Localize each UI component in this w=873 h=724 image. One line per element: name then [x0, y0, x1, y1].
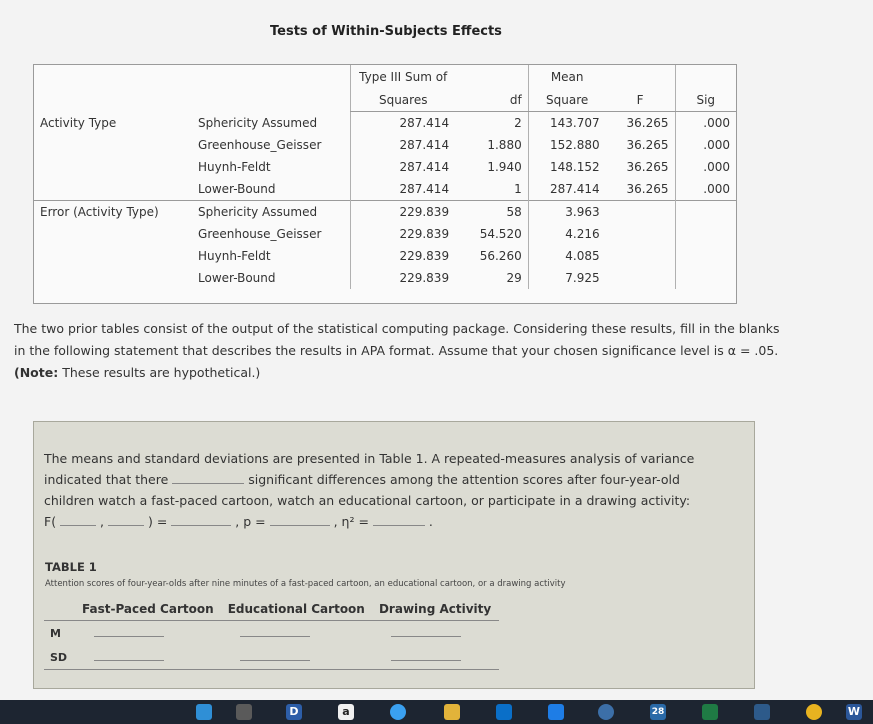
edge-icon[interactable]	[196, 704, 212, 720]
table-row	[34, 112, 736, 135]
camera-icon[interactable]	[598, 704, 614, 720]
instructions-text	[14, 318, 784, 384]
table-row	[34, 201, 736, 224]
df-cell: 58	[455, 201, 528, 224]
f-equals: ) =	[148, 514, 168, 529]
row-label-sd: SD	[44, 645, 76, 670]
eta-value-blank[interactable]	[373, 515, 425, 526]
contact-icon[interactable]	[754, 704, 770, 720]
test-label: Lower-Bound	[198, 271, 276, 285]
table-row	[34, 134, 736, 156]
test-label: Lower-Bound	[198, 182, 276, 196]
ms-cell: 143.707	[528, 112, 605, 135]
eta-label: , η² =	[333, 514, 369, 529]
apa-statement-panel	[33, 421, 755, 689]
col-educational: Educational Cartoon	[222, 600, 373, 621]
sd-drawing-blank[interactable]	[391, 651, 461, 661]
note-label: (Note:	[14, 365, 59, 380]
sig-cell: .000	[675, 156, 736, 178]
period: .	[428, 514, 433, 529]
header-ss-line2: Squares	[351, 88, 455, 112]
folder-icon[interactable]	[444, 704, 460, 720]
chrome-icon[interactable]	[806, 704, 822, 720]
ms-cell: 3.963	[528, 201, 605, 224]
apa-statement	[44, 448, 724, 532]
table-row	[44, 621, 499, 646]
p-label: , p =	[235, 514, 266, 529]
f-cell: 36.265	[626, 182, 669, 196]
ss-cell: 287.414	[351, 156, 455, 178]
f-cell: 36.265	[626, 138, 669, 152]
row-label-m: M	[50, 626, 61, 640]
df-cell: 29	[506, 271, 522, 285]
df-cell: 1.940	[487, 160, 522, 174]
header-ss-line1: Type III Sum of	[351, 65, 455, 88]
ss-cell: 287.414	[351, 112, 455, 135]
there-were-blank[interactable]	[172, 473, 244, 484]
header-ms-line1: Mean	[528, 65, 605, 88]
f-cell: 36.265	[626, 160, 669, 174]
calculator-icon[interactable]	[236, 704, 252, 720]
test-label: Sphericity Assumed	[192, 201, 351, 224]
spss-output-table	[33, 64, 737, 304]
note-text: These results are hypothetical.)	[62, 365, 261, 380]
header-ms-line2: Square	[528, 88, 605, 112]
sd-educational-blank[interactable]	[240, 651, 310, 661]
taskbar	[0, 700, 873, 724]
df-cell: 2	[514, 116, 522, 130]
ss-cell: 229.839	[351, 223, 455, 245]
sd-fast-blank[interactable]	[94, 651, 164, 661]
statement-part2: significant differences among the attention scores after four-year-old children watch a fast-paced cartoon, watch an educational cartoon, or participate in a drawing activity:	[44, 472, 691, 508]
ms-cell: 287.414	[528, 178, 605, 201]
sig-cell: .000	[675, 178, 736, 201]
test-label: Sphericity Assumed	[198, 115, 318, 130]
store-icon[interactable]	[496, 704, 512, 720]
table-row	[34, 178, 736, 201]
ss-cell: 229.839	[351, 201, 455, 224]
comma: ,	[100, 514, 105, 529]
ss-cell: 287.414	[351, 178, 455, 201]
df-cell: 1	[514, 182, 522, 196]
df-cell: 56.260	[479, 249, 522, 263]
table1	[44, 600, 499, 670]
statement-part1: The means and standard deviations are presented in Table 1. A repeated-measures analysis of variance indicated that there	[44, 451, 695, 487]
col-fast-paced: Fast-Paced Cartoon	[76, 600, 222, 621]
df-cell: 54.520	[479, 227, 522, 241]
ss-cell: 229.839	[351, 267, 455, 289]
test-label: Greenhouse_Geisser	[198, 138, 322, 152]
test-label: Huynh-Feldt	[198, 249, 271, 263]
df1-blank[interactable]	[60, 515, 96, 526]
f-value-blank[interactable]	[171, 515, 231, 526]
table-row	[34, 223, 736, 245]
table-row	[44, 645, 499, 670]
excel-icon[interactable]	[702, 704, 718, 720]
header-sig: Sig	[675, 88, 736, 112]
test-label: Greenhouse_Geisser	[198, 227, 322, 241]
dropbox-icon[interactable]	[548, 704, 564, 720]
ms-cell: 4.216	[528, 223, 605, 245]
header-f: F	[606, 88, 675, 112]
test-label: Huynh-Feldt	[198, 160, 271, 174]
m-drawing-blank[interactable]	[391, 627, 461, 637]
ms-cell: 152.880	[528, 134, 605, 156]
globe-icon[interactable]	[390, 704, 406, 720]
ss-cell: 229.839	[351, 245, 455, 267]
table1-caption: Attention scores of four-year-olds after nine minutes of a fast-paced cartoon, an educational cartoon, or a drawing activity	[45, 579, 566, 589]
effect-label: Error (Activity Type)	[34, 201, 192, 224]
df-cell: 1.880	[487, 138, 522, 152]
header-df: df	[455, 88, 528, 112]
table1-corner	[44, 600, 76, 621]
ms-cell: 7.925	[528, 267, 605, 289]
m-educational-blank[interactable]	[240, 627, 310, 637]
df2-blank[interactable]	[108, 515, 144, 526]
instructions-body: The two prior tables consist of the output of the statistical computing package. Considering these results, fill in the blanks in the following statement that describes the results in APA format. Assume that your chosen significance level is α = .05.	[14, 321, 780, 358]
f-prefix: F(	[44, 514, 57, 529]
ss-cell: 287.414	[351, 134, 455, 156]
m-fast-blank[interactable]	[94, 627, 164, 637]
col-drawing: Drawing Activity	[373, 600, 499, 621]
ms-cell: 4.085	[528, 245, 605, 267]
word-doc-icon[interactable]: D	[286, 704, 302, 720]
f-cell: 36.265	[626, 116, 669, 130]
sig-cell: .000	[675, 134, 736, 156]
word-icon[interactable]: W	[847, 705, 861, 718]
p-value-blank[interactable]	[270, 515, 330, 526]
calendar-icon[interactable]: 28	[650, 704, 666, 720]
table-row	[34, 156, 736, 178]
sig-cell: .000	[675, 112, 736, 135]
amazon-icon[interactable]: a	[338, 704, 354, 720]
table-title: Tests of Within-Subjects Effects	[270, 24, 502, 39]
table-row	[34, 267, 736, 289]
table-row	[34, 245, 736, 267]
ms-cell: 148.152	[528, 156, 605, 178]
table1-title: TABLE 1	[45, 560, 97, 574]
within-subjects-table	[34, 65, 736, 289]
effect-label: Activity Type	[40, 115, 117, 130]
